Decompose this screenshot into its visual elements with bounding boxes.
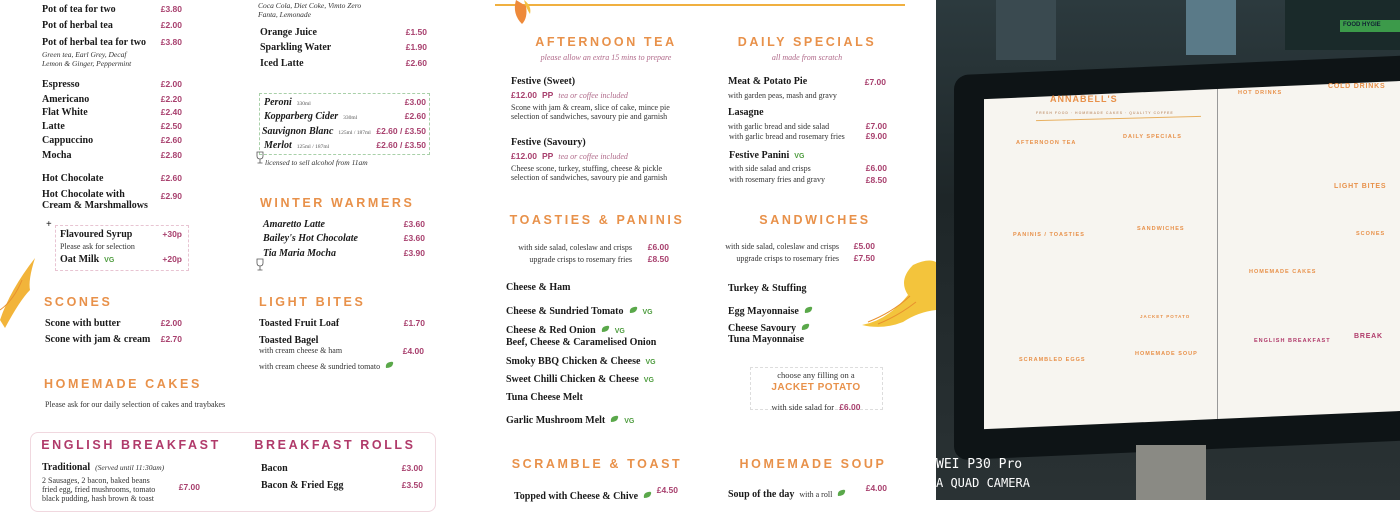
menu-item-size: 125ml / 187ml bbox=[338, 130, 371, 136]
menu-item-name: Cheese & Red Onion bbox=[506, 325, 596, 336]
section-heading: SCONES bbox=[44, 295, 113, 309]
section-subtitle: tea or coffee included bbox=[558, 91, 628, 100]
menu-item-name: Scone with butter bbox=[45, 318, 121, 329]
menu-item-price: £2.60 bbox=[160, 135, 182, 145]
menu-item-description: with garlic bread and side salad bbox=[728, 122, 830, 131]
section-heading: LIGHT BITES bbox=[259, 295, 366, 309]
photo-heading: SCRAMBLED EGGS bbox=[1019, 357, 1086, 363]
menu-item-name: Kopparberg Cider bbox=[264, 111, 339, 122]
menu-item-price: £8.50 bbox=[647, 254, 669, 264]
menu-item-name: Americano bbox=[42, 94, 90, 105]
menu-item-name: Tuna Cheese Melt bbox=[506, 392, 583, 403]
menu-item-description: 2 Sausages, 2 bacon, baked beans bbox=[42, 476, 150, 485]
menu-item-price: £3.60 bbox=[403, 219, 425, 229]
menu-item-price: £7.00 bbox=[864, 77, 886, 87]
menu-item-price: £8.50 bbox=[865, 175, 887, 185]
menu-item-name: Pot of tea for two bbox=[42, 4, 116, 15]
section-heading: WINTER WARMERS bbox=[260, 196, 415, 210]
menu-item-row bbox=[728, 317, 810, 335]
menu-item-name: Bacon bbox=[261, 463, 288, 474]
menu-item-name: Smoky BBQ Chicken & Cheese bbox=[506, 356, 641, 367]
menu-item-name: Toasted Bagel bbox=[259, 335, 319, 346]
menu-item-description: black pudding, hash brown & toast bbox=[42, 494, 154, 503]
menu-item-name: Meat & Potato Pie bbox=[728, 76, 808, 87]
photo-heading: SCONES bbox=[1356, 231, 1386, 237]
menu-item-name: Espresso bbox=[42, 79, 80, 90]
menu-item-description: upgrade crisps to rosemary fries bbox=[529, 255, 632, 264]
menu-item-name: Peroni bbox=[264, 97, 292, 108]
menu-item-name: Merlot bbox=[264, 140, 292, 151]
vegetarian-leaf-icon bbox=[801, 317, 810, 325]
photo-heading: HOMEMADE CAKES bbox=[1249, 269, 1317, 275]
menu-item-price: £3.00 bbox=[404, 97, 426, 107]
section-heading: SANDWICHES bbox=[759, 213, 871, 227]
menu-item-price: £6.00 bbox=[865, 163, 887, 173]
menu-board-photo bbox=[936, 0, 1400, 500]
menu-item-size: 330ml bbox=[343, 115, 358, 121]
menu-item-name: Festive Panini bbox=[729, 150, 790, 161]
menu-item-price: £12.00 bbox=[511, 151, 537, 161]
menu-item-name: Festive (Sweet) bbox=[511, 76, 576, 87]
wine-glass-icon bbox=[256, 258, 264, 271]
menu-item-row bbox=[506, 319, 625, 337]
menu-item-name: + bbox=[46, 219, 52, 230]
menu-item-row bbox=[728, 483, 846, 501]
photo-tagline: FRESH FOOD · HOMEMADE CAKES · QUALITY COFFEE bbox=[1036, 111, 1174, 115]
menu-item-name: Flavoured Syrup bbox=[60, 229, 133, 240]
menu-item-name: Oat Milk bbox=[60, 254, 100, 265]
menu-item-note: Fanta, Lemonade bbox=[258, 10, 311, 19]
menu-item-name: Cappuccino bbox=[42, 135, 94, 146]
menu-item-name: Beef, Cheese & Caramelised Onion bbox=[506, 337, 657, 348]
menu-item-price: £3.00 bbox=[401, 463, 423, 473]
menu-item-name: Traditional bbox=[42, 462, 91, 473]
menu-item-name: Cheese & Sundried Tomato bbox=[506, 306, 624, 317]
menu-item-price: £3.90 bbox=[403, 248, 425, 258]
food-hygiene-text: FOOD HYGIE bbox=[1343, 22, 1381, 28]
photo-heading: HOMEMADE SOUP bbox=[1135, 351, 1198, 357]
jacket-line-3-text: with side salad for bbox=[771, 402, 835, 412]
photo-heading: ENGLISH BREAKFAST bbox=[1254, 338, 1331, 344]
menu-item-name: Cheese & Ham bbox=[506, 282, 571, 293]
jacket-price: £6.00 bbox=[839, 402, 861, 412]
menu-item-name: Sauvignon Blanc bbox=[262, 126, 334, 137]
menu-item-size: 330ml bbox=[296, 101, 311, 107]
camera-watermark: WEI P30 Pro bbox=[936, 457, 1023, 472]
menu-item-row bbox=[506, 374, 654, 386]
menu-item-name: Flat White bbox=[42, 107, 88, 118]
section-subtitle: please allow an extra 15 mins to prepare bbox=[540, 53, 672, 62]
menu-item-price: £3.80 bbox=[160, 37, 182, 47]
photo-heading: HOT DRINKS bbox=[1238, 90, 1283, 96]
menu-item-description: with cream cheese & ham bbox=[259, 346, 343, 355]
menu-item-name: Turkey & Stuffing bbox=[728, 283, 807, 294]
menu-item-description: with rosemary fries and gravy bbox=[729, 175, 825, 184]
menu-item-price: £2.50 bbox=[160, 121, 182, 131]
menu-item-price: £2.70 bbox=[160, 334, 182, 344]
photo-heading: SANDWICHES bbox=[1137, 226, 1185, 232]
menu-item-description: selection of sandwiches, savoury pie and garnish bbox=[511, 173, 668, 182]
menu-item-name: Iced Latte bbox=[260, 58, 304, 69]
menu-item-price: £4.50 bbox=[656, 485, 678, 495]
menu-item-price: £2.00 bbox=[160, 318, 182, 328]
menu-item-price: £3.80 bbox=[160, 4, 182, 14]
menu-item-name: Bailey's Hot Chocolate bbox=[263, 233, 358, 244]
menu-item-row bbox=[728, 300, 813, 318]
menu-item-description: Please ask for selection bbox=[60, 242, 135, 251]
menu-item-name: Egg Mayonnaise bbox=[728, 306, 799, 317]
menu-item-price: £7.50 bbox=[853, 253, 875, 263]
section-subtitle: all made from scratch bbox=[771, 53, 843, 62]
section-heading: HOMEMADE CAKES bbox=[44, 377, 202, 391]
menu-item-name: Hot Chocolate bbox=[42, 173, 104, 184]
menu-item-name: Toasted Fruit Loaf bbox=[259, 318, 340, 329]
menu-item-row bbox=[506, 409, 634, 427]
menu-item-note: Green tea, Earl Grey, Decaf bbox=[42, 50, 127, 59]
section-heading: AFTERNOON TEA bbox=[535, 35, 677, 49]
menu-item-description: with side salad, coleslaw and crisps bbox=[518, 243, 632, 252]
menu-item-price: £12.00 bbox=[511, 90, 537, 100]
menu-item-description: Scone with jam & cream, slice of cake, mince pie bbox=[511, 103, 670, 112]
vegan-tag: VG bbox=[104, 257, 115, 264]
menu-item-row bbox=[42, 462, 164, 474]
menu-item-price: £3.50 bbox=[401, 480, 423, 490]
photo-heading: AFTERNOON TEA bbox=[1016, 140, 1077, 146]
menu-item-name: Soup of the day bbox=[728, 489, 795, 500]
vegetarian-leaf-icon bbox=[804, 300, 813, 308]
menu-item-price: £2.60 / £3.50 bbox=[376, 126, 426, 136]
menu-item-description: with cream cheese & sundried tomato bbox=[259, 362, 381, 371]
menu-item-name: Topped with Cheese & Chive bbox=[514, 491, 639, 502]
photo-heading: DAILY SPECIALS bbox=[1123, 134, 1182, 140]
menu-item-name: Festive (Savoury) bbox=[511, 137, 586, 148]
menu-item-price: PP bbox=[542, 151, 554, 161]
menu-item-name: Lasagne bbox=[728, 107, 764, 118]
vegetarian-leaf-icon bbox=[643, 485, 652, 493]
vegetarian-leaf-icon bbox=[385, 355, 394, 363]
food-hygiene-sign bbox=[1340, 20, 1400, 32]
menu-item-name: Garlic Mushroom Melt bbox=[506, 415, 606, 426]
menu-item-row bbox=[60, 254, 114, 266]
menu-item-price: £1.70 bbox=[403, 318, 425, 328]
menu-item-name: Cream & Marshmallows bbox=[42, 200, 148, 211]
menu-item-price: £7.00 bbox=[865, 121, 887, 131]
camera-watermark-sub: A QUAD CAMERA bbox=[936, 476, 1030, 490]
vegan-tag: VG bbox=[642, 309, 653, 316]
menu-item-name: Tia Maria Mocha bbox=[263, 248, 336, 259]
menu-item-price: £2.00 bbox=[160, 79, 182, 89]
menu-item-description: fried egg, fried mushrooms, tomato bbox=[42, 485, 156, 494]
menu-item-price: £5.00 bbox=[853, 241, 875, 251]
menu-item-price: £2.60 bbox=[160, 173, 182, 183]
menu-item-row bbox=[506, 356, 656, 368]
menu-item-row bbox=[262, 126, 371, 138]
menu-item-description: selection of sandwiches, savoury pie and garnish bbox=[511, 112, 668, 121]
wine-glass-icon bbox=[256, 151, 264, 164]
bird-illustration-left bbox=[0, 250, 40, 330]
menu-item-note: Coca Cola, Diet Coke, Vimto Zero bbox=[258, 1, 362, 10]
menu-item-row bbox=[511, 152, 628, 162]
menu-item-name: Scone with jam & cream bbox=[45, 334, 151, 345]
menu-item-price: £2.60 bbox=[404, 111, 426, 121]
menu-item-row bbox=[264, 111, 357, 123]
menu-item-description: with side salad and crisps bbox=[729, 164, 811, 173]
vegan-tag: VG bbox=[643, 377, 654, 384]
menu-item-name: Amaretto Latte bbox=[263, 219, 325, 230]
menu-item-price: £2.60 bbox=[405, 58, 427, 68]
menu-item-price: £3.60 bbox=[403, 233, 425, 243]
menu-item-row bbox=[729, 150, 804, 162]
menu-item-price: £4.00 bbox=[865, 483, 887, 493]
menu-item-price: +30p bbox=[162, 229, 182, 239]
menu-item-description: with side salad, coleslaw and crisps bbox=[725, 242, 839, 251]
menu-item-name: Latte bbox=[42, 121, 65, 132]
menu-item-name: Pot of herbal tea for two bbox=[42, 37, 146, 48]
vegan-tag: VG bbox=[624, 418, 635, 425]
jacket-line-2: JACKET POTATO bbox=[771, 382, 861, 393]
menu-item-name: Bacon & Fried Egg bbox=[261, 480, 344, 491]
vegetarian-leaf-icon bbox=[837, 483, 846, 491]
menu-item-name: Sparkling Water bbox=[260, 42, 332, 53]
section-subtitle: tea or coffee included bbox=[558, 152, 628, 161]
menu-item-price: +20p bbox=[162, 254, 182, 264]
vegan-tag: VG bbox=[645, 359, 656, 366]
menu-item-row bbox=[259, 355, 394, 371]
menu-item-price: £1.90 bbox=[405, 42, 427, 52]
photo-heading: LIGHT BITES bbox=[1334, 183, 1387, 190]
menu-item-price: £9.00 bbox=[865, 131, 887, 141]
photo-heading: BREAK bbox=[1354, 333, 1383, 340]
section-heading: ENGLISH BREAKFAST bbox=[41, 438, 221, 452]
menu-item-price: £6.00 bbox=[647, 242, 669, 252]
menu-item-price: £2.00 bbox=[160, 20, 182, 30]
section-heading: DAILY SPECIALS bbox=[737, 35, 877, 49]
menu-item-price: PP bbox=[542, 90, 554, 100]
jacket-line-3 bbox=[772, 396, 861, 414]
menu-item-note: Lemon & Ginger, Peppermint bbox=[42, 59, 132, 68]
menu-item-name: Tuna Mayonnaise bbox=[728, 334, 805, 345]
menu-item-price: £1.50 bbox=[405, 27, 427, 37]
menu-paper bbox=[984, 81, 1400, 429]
section-heading: SCRAMBLE & TOAST bbox=[511, 457, 683, 471]
menu-item-size: 125ml / 187ml bbox=[296, 144, 330, 150]
menu-item-name: Pot of herbal tea bbox=[42, 20, 113, 31]
menu-item-name: Mocha bbox=[42, 150, 72, 161]
jacket-line-1: choose any filling on a bbox=[777, 370, 855, 380]
menu-item-description: with garden peas, mash and gravy bbox=[728, 91, 837, 100]
menu-item-price: £2.40 bbox=[160, 107, 182, 117]
menu-item-description: Cheese scone, turkey, stuffing, cheese & pickle bbox=[511, 164, 663, 173]
menu-item-price: £4.00 bbox=[402, 346, 424, 356]
vegetarian-leaf-icon bbox=[629, 300, 638, 308]
menu-item-row bbox=[511, 91, 628, 101]
bird-illustration-top bbox=[510, 0, 538, 26]
menu-item-note: (Served until 11:30am) bbox=[95, 463, 165, 472]
photo-jacket: JACKET POTATO bbox=[1140, 314, 1191, 319]
vegetarian-leaf-icon bbox=[610, 409, 619, 417]
photo-brand: ANNABELL'S bbox=[1050, 94, 1118, 104]
menu-item-row bbox=[506, 300, 653, 318]
section-heading: TOASTIES & PANINIS bbox=[509, 213, 685, 227]
photo-heading: PANINIS / TOASTIES bbox=[1013, 232, 1085, 238]
menu-item-description: with garlic bread and rosemary fries bbox=[729, 132, 845, 141]
menu-item-price: £2.90 bbox=[160, 191, 182, 201]
menu-item-note: licensed to sell alcohol from 11am bbox=[265, 158, 368, 167]
menu-item-name: Cheese Savoury bbox=[728, 323, 797, 334]
menu-item-name: Orange Juice bbox=[260, 27, 317, 38]
vegan-tag: VG bbox=[614, 328, 625, 335]
menu-item-row bbox=[264, 97, 311, 109]
section-heading: HOMEMADE SOUP bbox=[739, 457, 887, 471]
vegan-tag: VG bbox=[794, 153, 805, 160]
photo-heading: COLD DRINKS bbox=[1328, 83, 1386, 90]
menu-item-price: £2.60 / £3.50 bbox=[376, 140, 426, 150]
menu-item-description: with a roll bbox=[799, 490, 833, 499]
menu-item-price: £7.00 bbox=[178, 482, 200, 492]
section-heading: BREAKFAST ROLLS bbox=[254, 438, 416, 452]
menu-item-name: Sweet Chilli Chicken & Cheese bbox=[506, 374, 639, 385]
menu-item-price: £2.20 bbox=[160, 94, 182, 104]
header-rule bbox=[495, 4, 905, 6]
menu-item-price: £2.80 bbox=[160, 150, 182, 160]
menu-item-row bbox=[264, 140, 329, 152]
menu-item-description: Please ask for our daily selection of cakes and traybakes bbox=[45, 400, 226, 409]
menu-item-description: upgrade crisps to rosemary fries bbox=[736, 254, 839, 263]
menu-item-name: Hot Chocolate with bbox=[42, 189, 125, 200]
vegetarian-leaf-icon bbox=[601, 319, 610, 327]
